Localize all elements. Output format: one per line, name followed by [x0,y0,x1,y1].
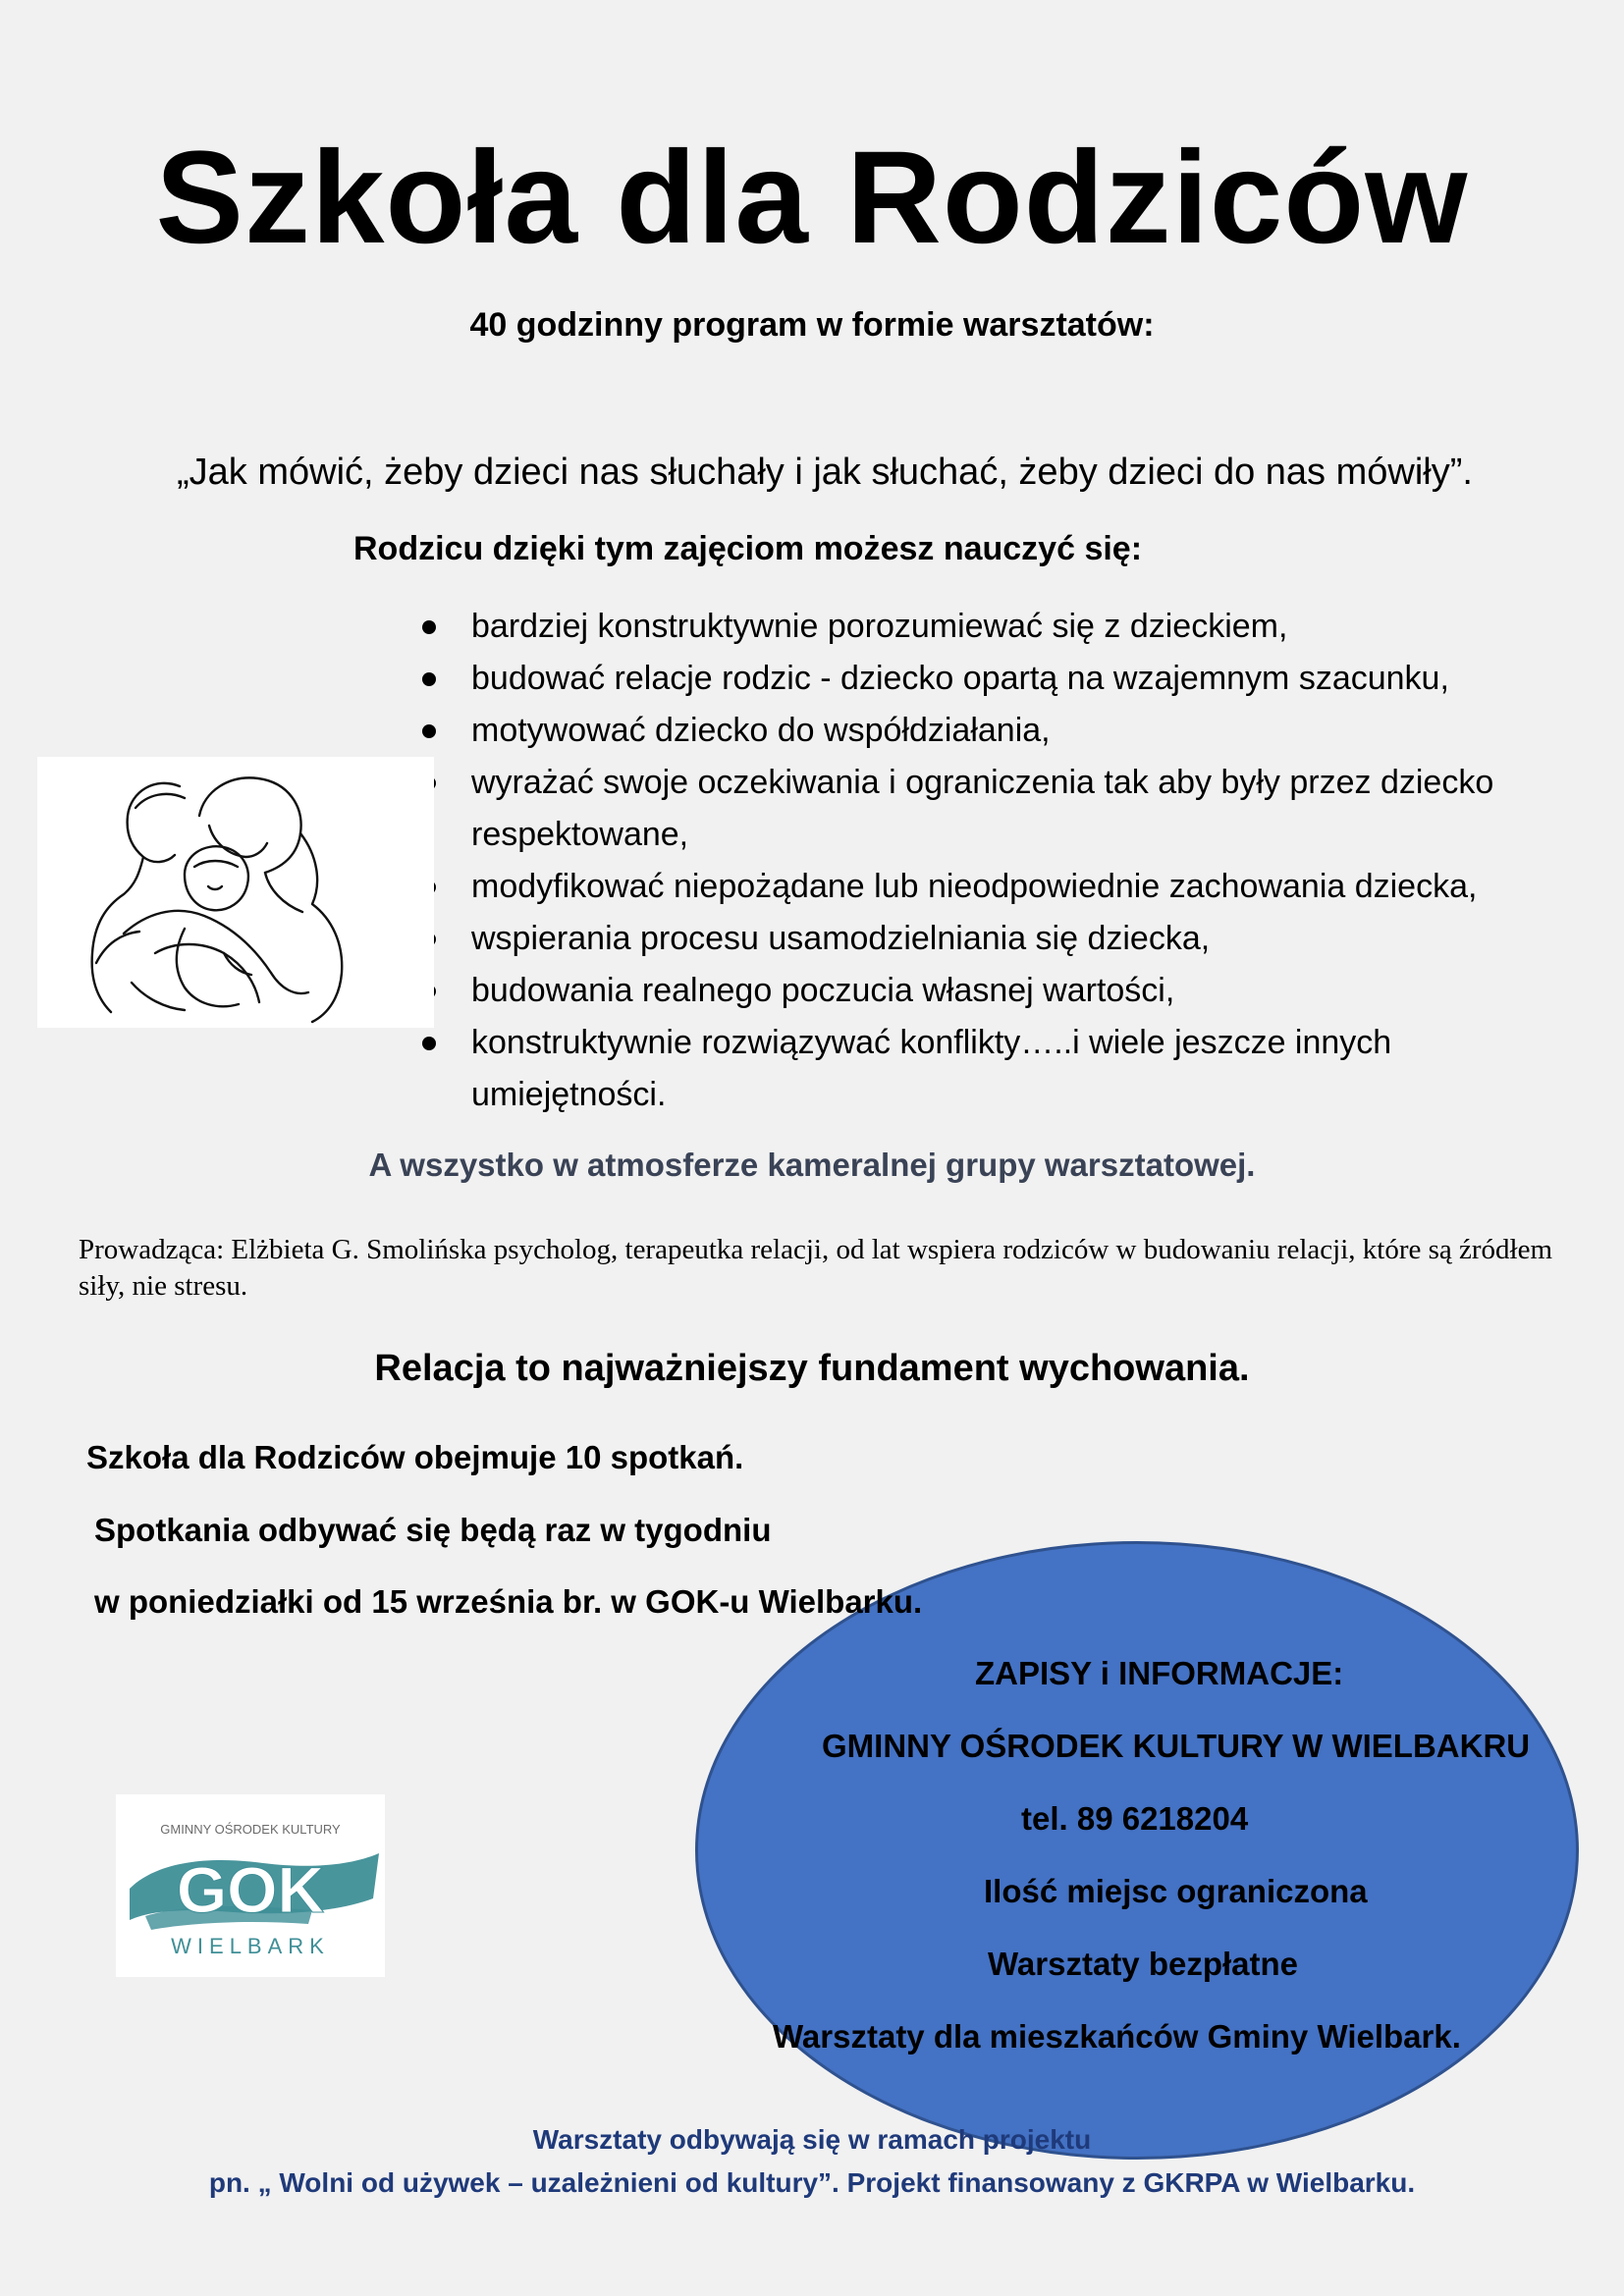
info-limited-seats: Ilość miejsc ograniczona [984,1873,1368,1909]
gok-logo [116,1794,385,1977]
benefit-text: wspierania procesu usamodzielniania się dziecka, [471,920,1211,957]
benefit-text: motywować dziecko do współdziałania, [471,712,1051,749]
list-item [422,653,1542,705]
footer-project: Warsztaty odbywają się w ramach projektu [532,2124,1092,2155]
info-free: Warsztaty bezpłatne [988,1946,1299,1982]
benefits-intro: Rodzicu dzięki tym zajęciom możesz nauczyć się: [353,530,1143,567]
list-item [422,705,1542,757]
bullet-icon [422,1037,436,1050]
benefit-text: modyfikować niepożądane lub nieodpowiednie zachowania dziecka, [471,868,1478,905]
list-item [422,1017,1542,1121]
bullet-icon [422,724,436,738]
benefit-text: konstruktywnie rozwiązywać konflikty…..i wiele jeszcze innych umiejętności. [471,1024,1392,1113]
list-item [422,757,1542,861]
logo-top-text: GMINNY OŚRODEK KULTURY [160,1822,341,1837]
info-organizer: GMINNY OŚRODEK KULTURY W WIELBAKRU [822,1728,1531,1764]
logo-bottom-text: WIELBARK [171,1934,330,1958]
workshop-quote: „Jak mówić, żeby dzieci nas słuchały i jak słuchać, żeby dzieci do nas mówiły”. [177,452,1473,493]
bullet-icon [422,672,436,686]
bullet-icon [422,620,436,634]
meetings-count: Szkoła dla Rodziców obejmuje 10 spotkań. [86,1439,744,1475]
meetings-schedule: w poniedziałki od 15 września br. w GOK-u Wielbarku. [94,1583,923,1620]
benefit-text: budować relacje rodzic - dziecko opartą na wzajemnym szacunku, [471,660,1449,697]
list-item [422,965,1542,1017]
list-item [422,913,1542,965]
info-audience: Warsztaty dla mieszkańców Gminy Wielbark. [773,2018,1461,2055]
benefit-text: bardziej konstruktywnie porozumiewać się z dzieckiem, [471,608,1288,645]
info-phone: tel. 89 6218204 [1021,1800,1249,1837]
info-ellipse [695,1541,1579,2160]
info-heading: ZAPISY i INFORMACJE: [975,1655,1344,1691]
page-title: Szkoła dla Rodziców [155,125,1469,271]
family-hug-illustration [37,757,434,1028]
relation-slogan: Relacja to najważniejszy fundament wychowania. [374,1348,1250,1389]
facilitator-info: Prowadząca: Elżbieta G. Smolińska psycholog, terapeutka relacji, od lat wspiera rodziców w budowaniu relacji, które są źródłem siły, nie stresu. [79,1234,1553,1302]
gok-wielbark-logo [116,1794,385,1977]
meetings-frequency: Spotkania odbywać się będą raz w tygodniu [94,1512,772,1548]
atmosphere-note: A wszystko w atmosferze kameralnej grupy warsztatowej. [368,1147,1256,1183]
family-line-art-icon [37,757,434,1028]
benefit-text: wyrażać swoje oczekiwania i ograniczenia tak aby były przez dziecko respektowane, [471,764,1494,853]
logo-main-text: GOK [176,1853,325,1926]
benefits-list [422,601,1542,1121]
program-subtitle: 40 godzinny program w formie warsztatów: [469,306,1155,344]
list-item [422,601,1542,653]
benefit-text: budowania realnego poczucia własnej wartości, [471,972,1175,1009]
list-item [422,861,1542,913]
footer-funding: pn. „ Wolni od używek – uzależnieni od kultury”. Projekt finansowany z GKRPA w Wielbarku. [208,2167,1416,2198]
